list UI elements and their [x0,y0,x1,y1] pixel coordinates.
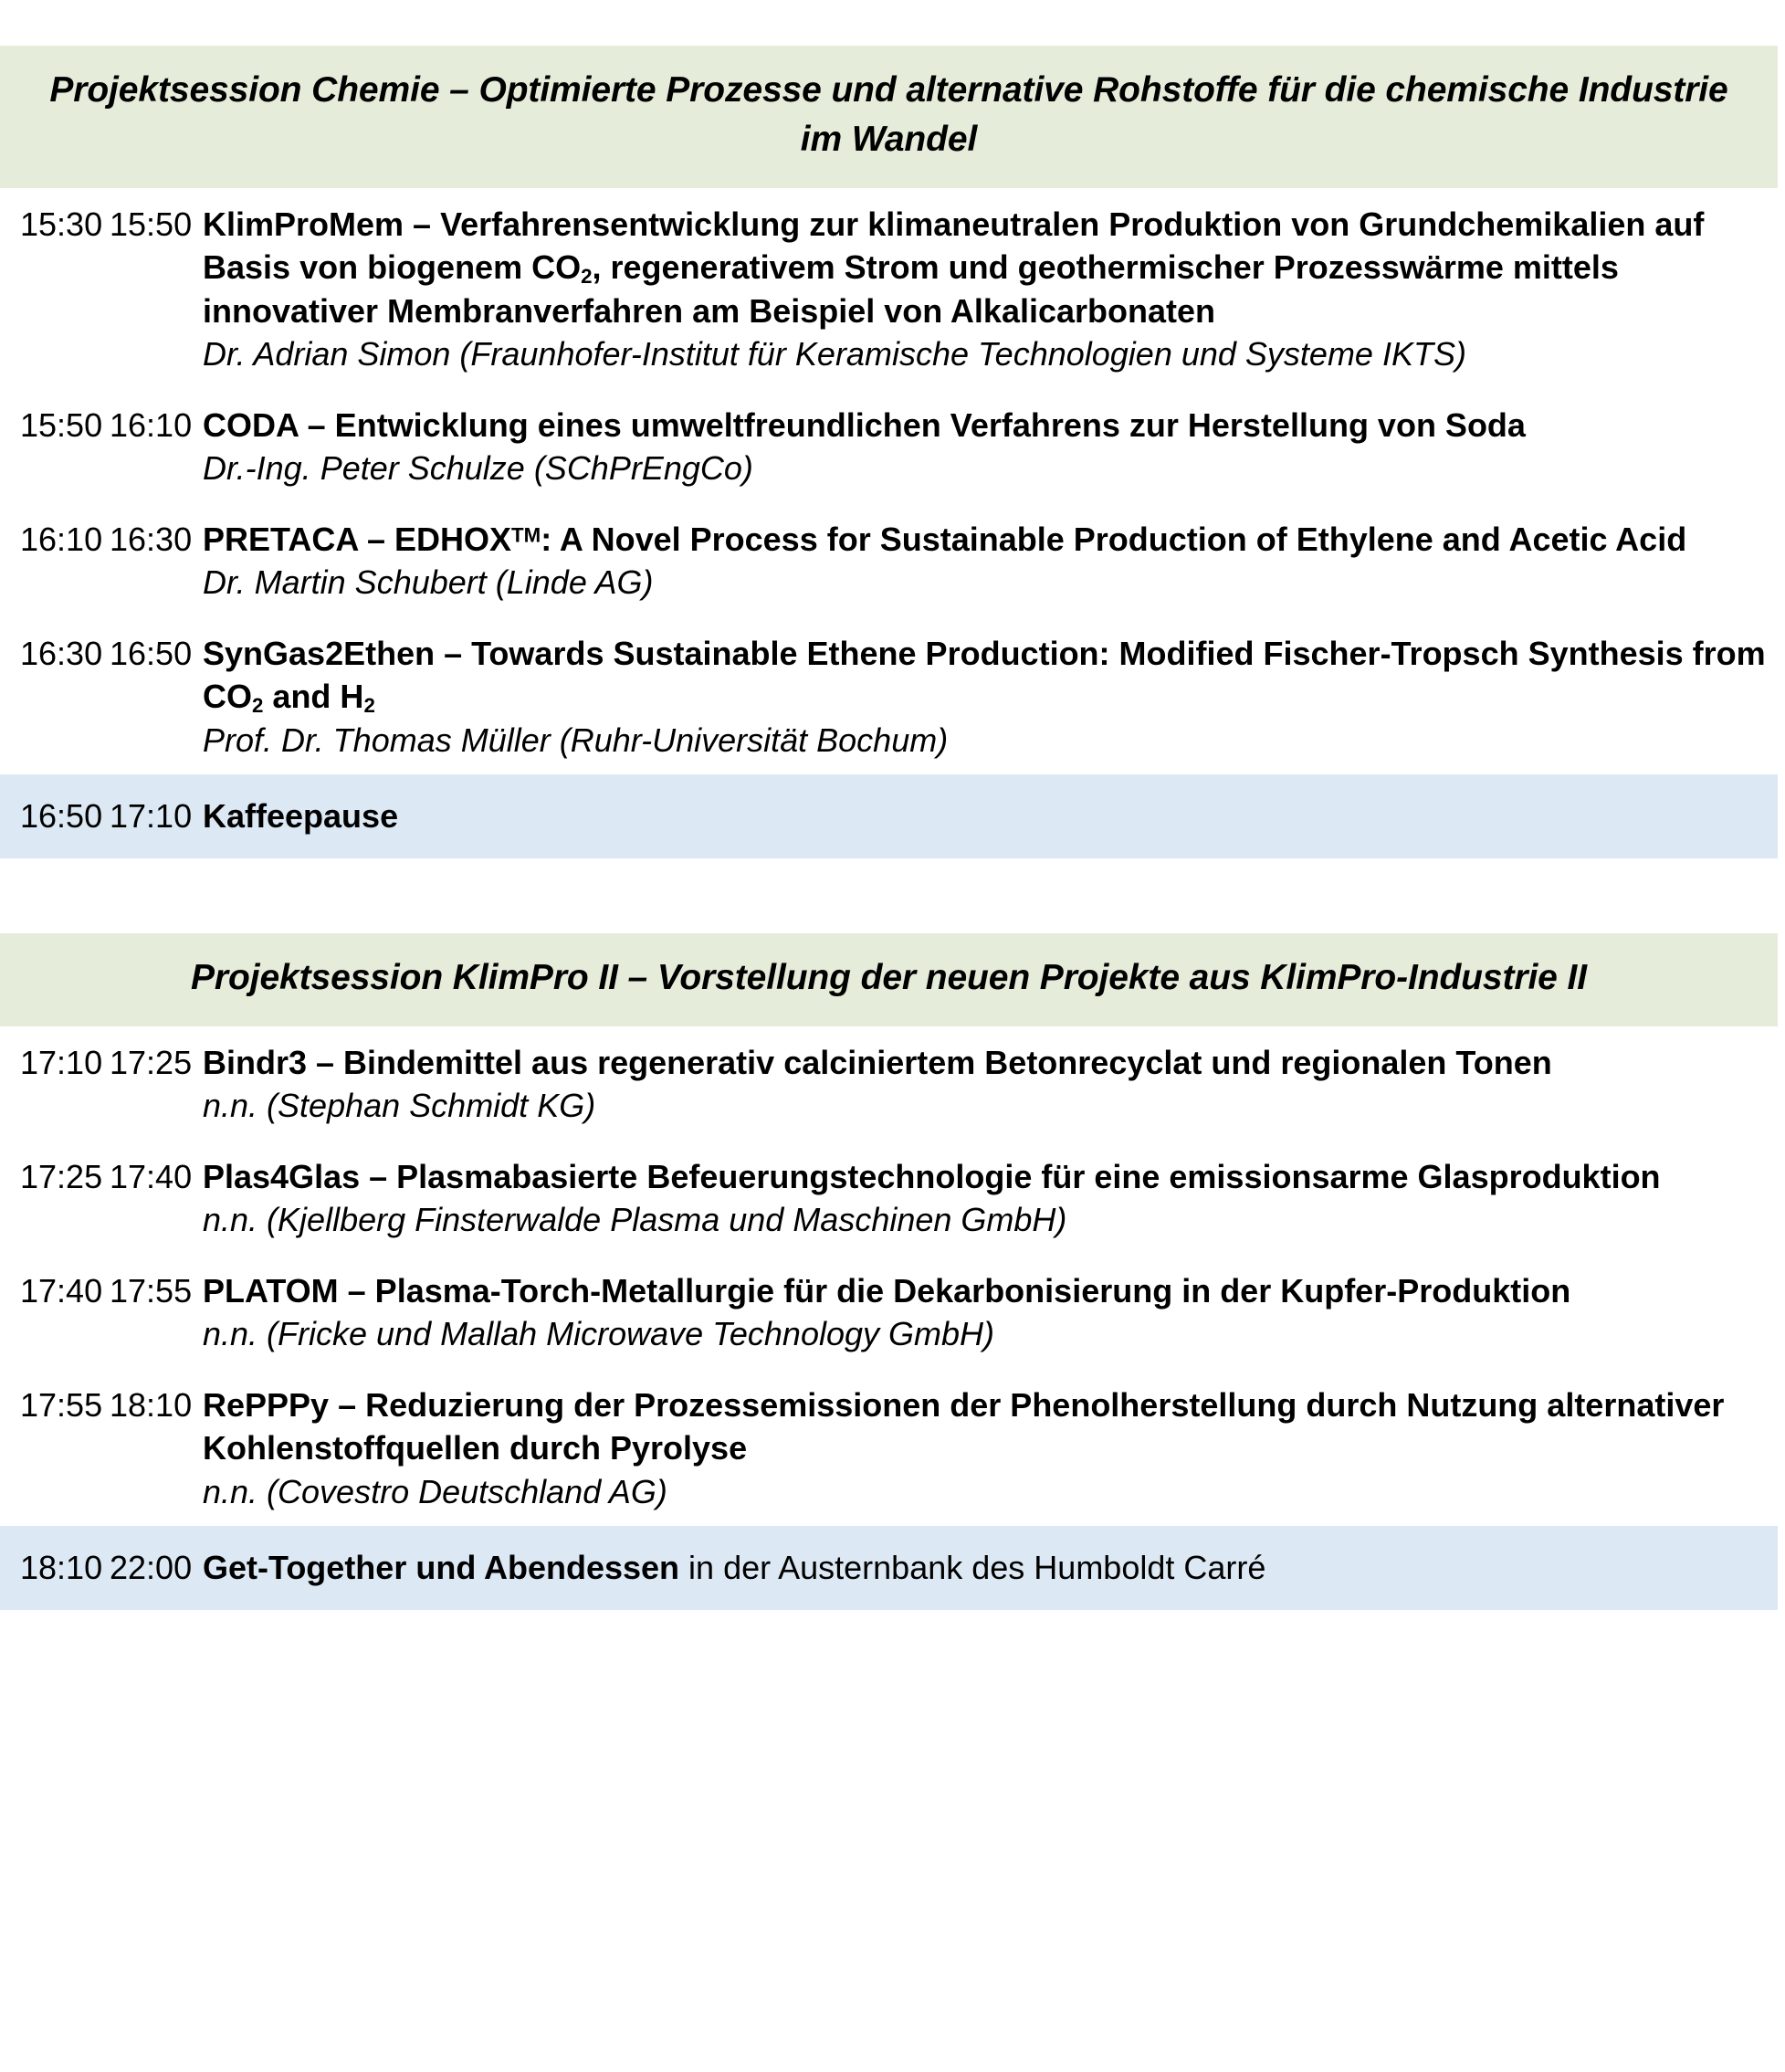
talk-speaker: Prof. Dr. Thomas Müller (Ruhr-Universität Bochum) [203,720,949,759]
row-start-time: 18:10 [20,1549,103,1587]
talk-title: PLATOM – Plasma-Torch-Metallurgie für die Dekarbonisierung in der Kupfer-Produktion [203,1271,1571,1309]
row-body [203,794,1770,838]
session-title-text: Projektsession Chemie – Optimierte Prozesse und alternative Rohstoffe für die chemische Industrie im Wandel [49,70,1728,159]
row-body [203,1269,1778,1356]
talk-title [203,632,1769,719]
talk-title-part: KlimProMem – Verfahrensentwicklung zur klimaneutralen Produktion von Grundchemikalien auf Basis von biogenem CO [203,205,1705,287]
session-header-klimpro-ii [0,933,1778,1026]
social-title-bold: Get-Together und Abendessen [203,1549,680,1587]
row-body [203,518,1778,605]
table-row [0,1141,1785,1255]
table-row [0,389,1785,503]
social-title [203,1546,1761,1590]
table-row [0,503,1785,617]
row-start-time: 15:50 [20,405,103,444]
row-body [203,1041,1778,1128]
row-end-time: 15:50 [110,205,193,243]
table-row-break [0,774,1778,858]
talk-speaker: Dr. Martin Schubert (Linde AG) [203,563,654,602]
talk-title-part: PRETACA – EDHOX [203,520,512,558]
superscript-tm: TM [511,523,541,547]
row-start-time: 16:10 [20,520,103,558]
row-body [203,203,1778,376]
row-body [203,404,1778,490]
break-title: Kaffeepause [203,797,399,836]
session-header-chemie [0,46,1778,188]
top-spacer [0,0,1785,46]
row-end-time: 17:55 [110,1271,193,1309]
talk-speaker: n.n. (Fricke und Mallah Microwave Technology GmbH) [203,1315,995,1353]
talk-speaker: n.n. (Kjellberg Finsterwalde Plasma und Maschinen GmbH) [203,1201,1067,1239]
row-end-time: 16:10 [110,405,193,444]
talk-title [203,518,1769,562]
row-body [203,1383,1778,1514]
talk-title: Bindr3 – Bindemittel aus regenerativ calciniertem Betonrecyclat und regionalen Tonen [203,1043,1552,1081]
talk-speaker: n.n. (Covestro Deutschland AG) [203,1472,667,1510]
row-body [203,632,1778,763]
session-spacer [0,858,1785,933]
table-row-social [0,1526,1778,1610]
row-end-time: 17:10 [110,797,193,836]
talk-title-part: and H [263,678,364,716]
social-title-location: in der Austernbank des Humboldt Carré [679,1549,1266,1587]
talk-title [203,203,1769,333]
talk-title: CODA – Entwicklung eines umweltfreundlichen Verfahrens zur Herstellung von Soda [203,405,1526,444]
row-start-time: 16:50 [20,797,103,836]
row-end-time: 22:00 [110,1549,193,1587]
talk-title: Plas4Glas – Plasmabasierte Befeuerungstechnologie für eine emissionsarme Glasproduktion [203,1157,1661,1195]
talk-speaker: n.n. (Stephan Schmidt KG) [203,1087,596,1125]
session-title-text: Projektsession KlimPro II – Vorstellung der neuen Projekte aus KlimPro-Industrie II [191,957,1587,997]
table-row [0,188,1785,389]
talk-speaker: Dr. Adrian Simon (Fraunhofer-Institut für Keramische Technologien und Systeme IKTS) [203,335,1466,373]
talk-title-part: SynGas2Ethen – Towards Sustainable Ethene Production: Modified Fischer-Tropsch Synthesis from CO [203,634,1766,716]
subscript-2: 2 [363,694,375,718]
row-start-time: 16:30 [20,634,103,672]
talk-title: RePPPy – Reduzierung der Prozessemissionen der Phenolherstellung durch Nutzung alternativer Kohlenstoffquellen durch Pyrolyse [203,1385,1725,1467]
row-end-time: 16:50 [110,634,193,672]
talk-title-part: : A Novel Process for Sustainable Production of Ethylene and Acetic Acid [541,520,1687,558]
talk-speaker: Dr.-Ing. Peter Schulze (SChPrEngCo) [203,449,753,488]
row-body [203,1546,1770,1590]
row-end-time: 17:25 [110,1043,193,1081]
talk-title-part: , regenerativem Strom und geothermischer Prozesswärme mittels innovativer Membranverfahren am Beispiel von Alkalicarbonaten [203,248,1619,330]
row-end-time: 17:40 [110,1157,193,1195]
table-row [0,617,1785,775]
table-row [0,1026,1785,1141]
table-row [0,1369,1785,1527]
table-row [0,1255,1785,1369]
subscript-2: 2 [252,694,264,718]
row-start-time: 17:55 [20,1385,103,1424]
row-body [203,1155,1778,1242]
row-end-time: 16:30 [110,520,193,558]
row-start-time: 17:40 [20,1271,103,1309]
row-start-time: 17:10 [20,1043,103,1081]
subscript-2: 2 [581,265,593,289]
row-start-time: 17:25 [20,1157,103,1195]
row-end-time: 18:10 [110,1385,193,1424]
row-start-time: 15:30 [20,205,103,243]
